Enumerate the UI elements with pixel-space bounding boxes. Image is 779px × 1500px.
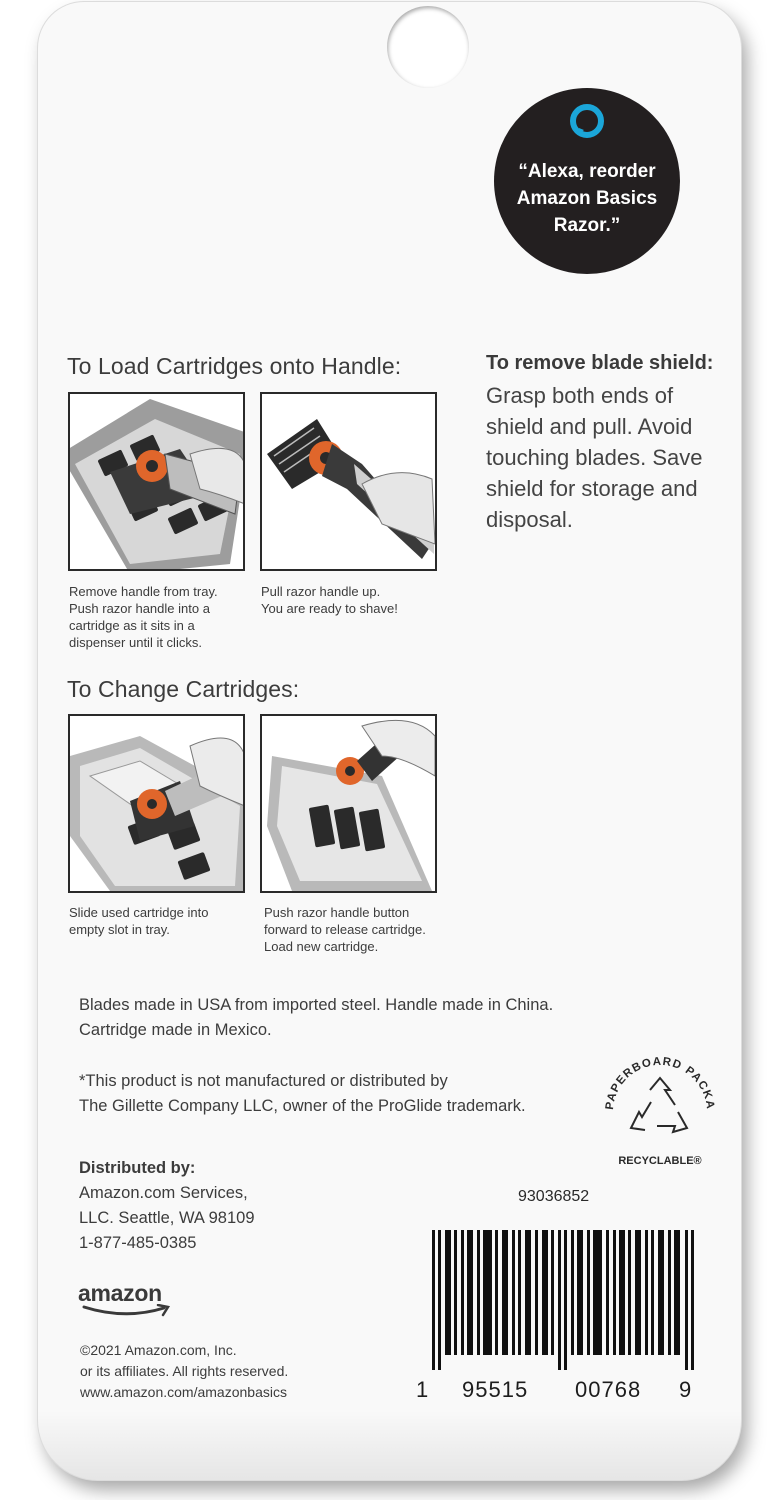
barcode-digit-right: 9: [679, 1377, 693, 1402]
load-step-2-illustration: [260, 392, 437, 571]
copyright-notice: ©2021 Amazon.com, Inc. or its affiliates. All rights reserved. www.amazon.com/amazonbasics: [80, 1342, 289, 1400]
sku-number: 93036852: [518, 1188, 590, 1205]
change-step-2-caption: Push razor handle button forward to release cartridge. Load new cartridge.: [264, 905, 426, 954]
distributor-address: Amazon.com Services, LLC. Seattle, WA 98109 1-877-485-0385: [79, 1184, 255, 1252]
change-step-2-illustration: [260, 714, 437, 893]
load-step-2-caption: Pull razor handle up. You are ready to shave!: [261, 584, 398, 616]
recycle-arc-text: PAPERBOARD PACKA: [603, 1055, 717, 1111]
change-section-title: To Change Cartridges:: [67, 676, 300, 702]
paperboard-recycle-logo: [595, 1050, 725, 1175]
amazon-wordmark: amazon: [78, 1280, 162, 1306]
amazon-smile-icon: [80, 1304, 176, 1318]
change-step-1-caption: Slide used cartridge into empty slot in tray.: [69, 905, 209, 937]
recycle-label: RECYCLABLE®: [618, 1155, 702, 1167]
barcode-digit-left: 1: [416, 1377, 430, 1402]
recycle-icon: [631, 1078, 687, 1132]
change-step-1-illustration: [68, 714, 245, 893]
alexa-quote: “Alexa, reorder Amazon Basics Razor.”: [516, 161, 658, 236]
hang-hole: [387, 6, 469, 88]
load-step-1-caption: Remove handle from tray. Push razor handle into a cartridge as it sits in a dispenser until it clicks.: [69, 584, 218, 650]
load-step-1-illustration: [68, 392, 245, 571]
alexa-ring-icon: [568, 102, 606, 140]
alexa-reorder-badge: [494, 88, 680, 274]
upc-barcode: [432, 1230, 694, 1370]
disclaimer-text: *This product is not manufactured or distributed by The Gillette Company LLC, owner of the ProGlide trademark.: [79, 1072, 526, 1115]
amazon-logo: [78, 1280, 178, 1320]
distributor-label: Distributed by:: [79, 1159, 196, 1177]
barcode-digits-group2: 00768: [575, 1377, 642, 1402]
blade-shield-instructions: Grasp both ends of shield and pull. Avoid touching blades. Save shield for storage and disposal.: [486, 383, 703, 532]
origin-text: Blades made in USA from imported steel. Handle made in China. Cartridge made in Mexico.: [79, 996, 554, 1039]
blade-shield-title: To remove blade shield:: [486, 352, 714, 374]
load-section-title: To Load Cartridges onto Handle:: [67, 353, 402, 379]
barcode-digits-group1: 95515: [462, 1377, 529, 1402]
